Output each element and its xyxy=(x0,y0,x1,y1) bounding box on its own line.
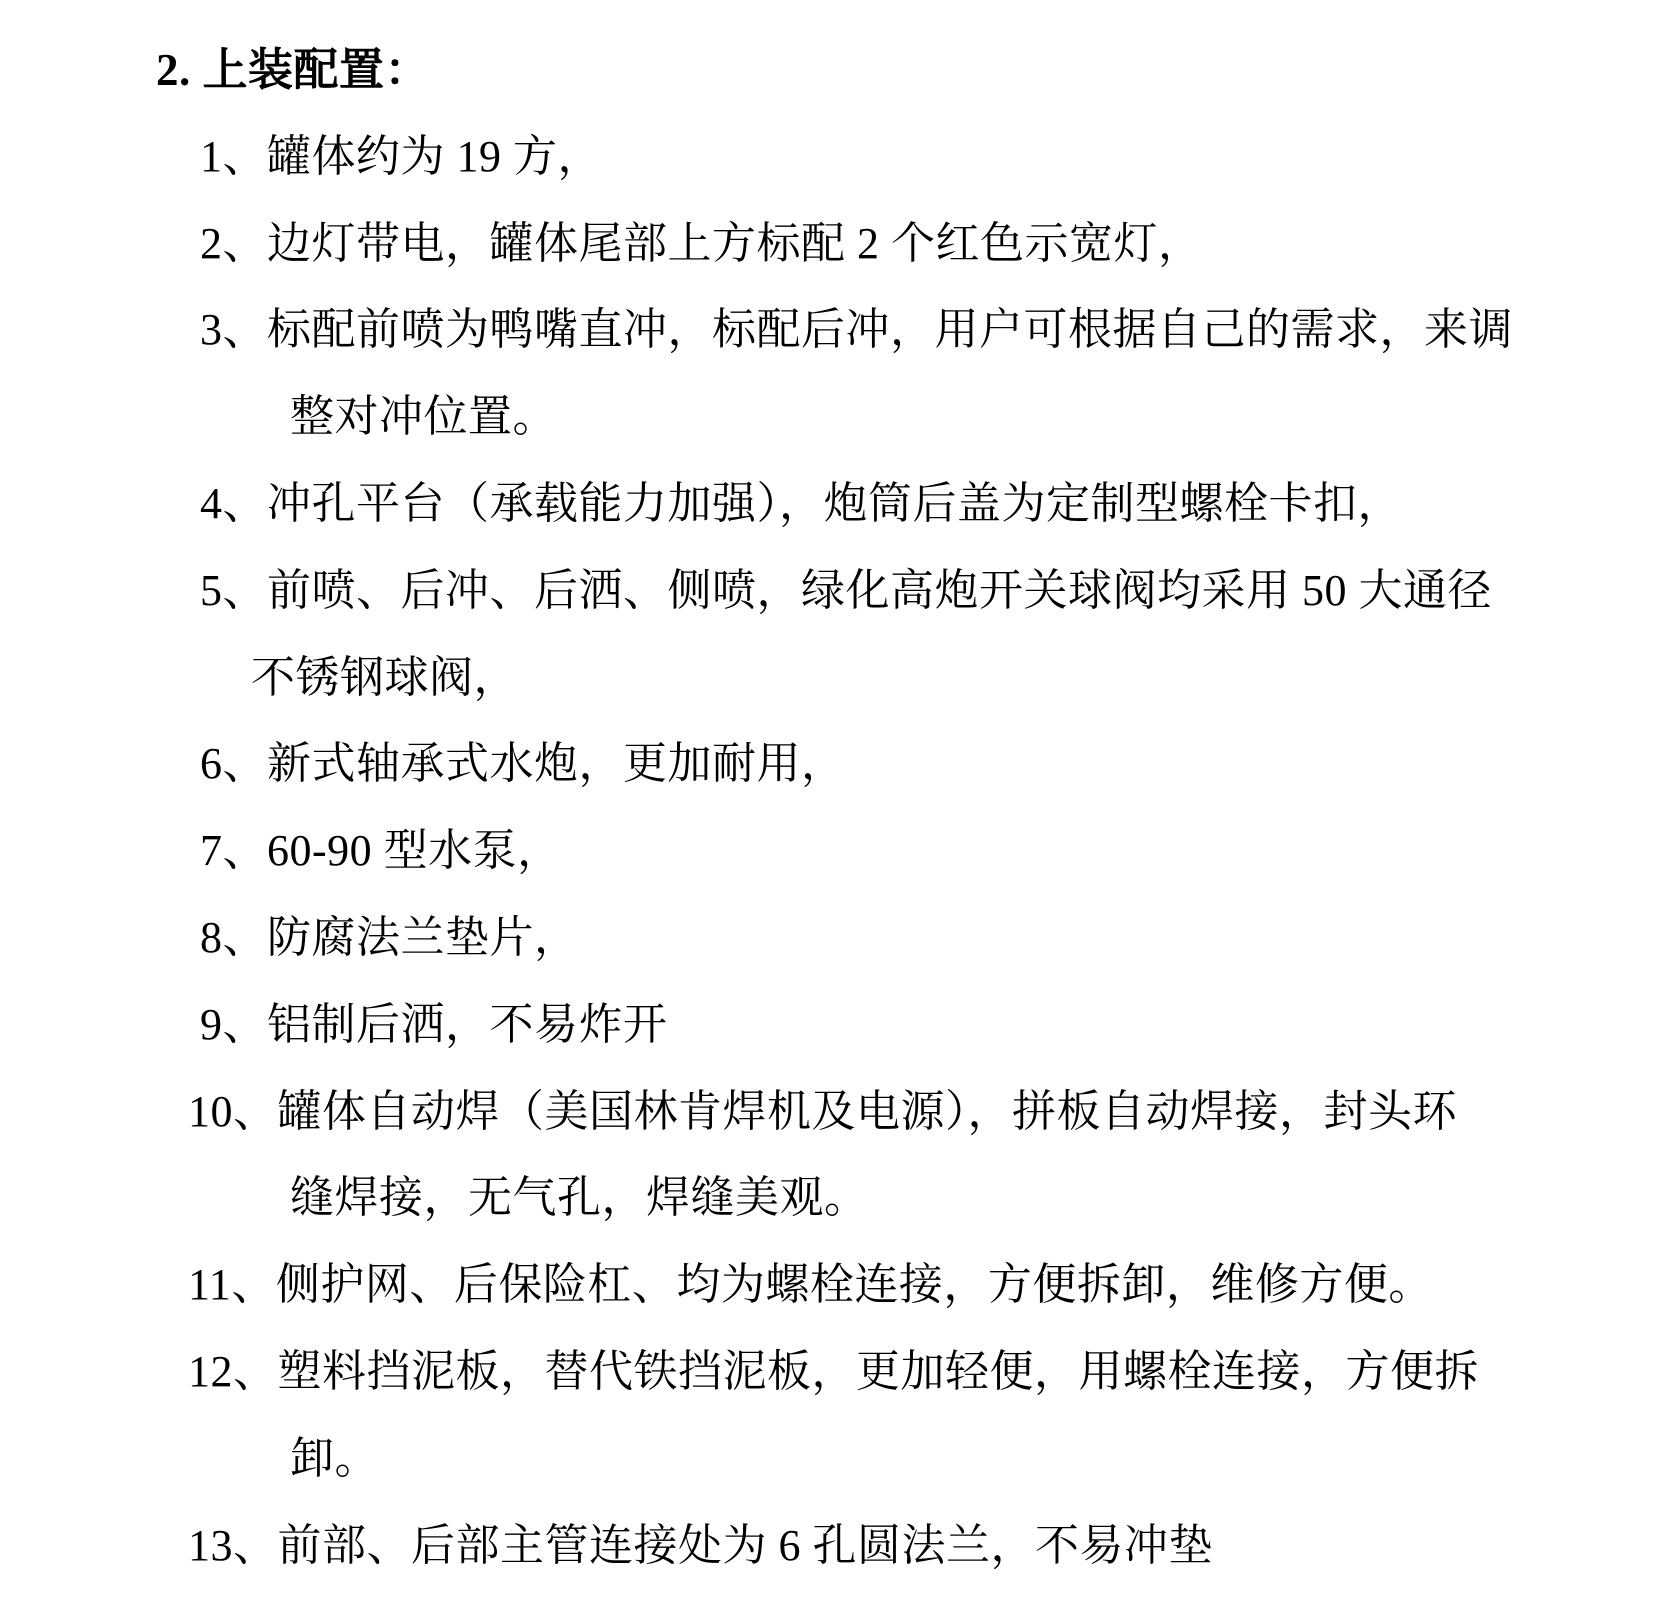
list-item-line: 10、罐体自动焊（美国林肯焊机及电源），拼板自动焊接，封头环 xyxy=(188,1086,1457,1136)
list-item-line: 13、前部、后部主管连接处为 6 孔圆法兰，不易冲垫 xyxy=(188,1520,1213,1570)
list-item-continuation-line: 不锈钢球阀， xyxy=(251,652,518,702)
list-item-line: 7、60-90 型水泵， xyxy=(200,826,562,876)
list-item-continuation-line: 卸。 xyxy=(290,1433,379,1483)
list-item-line: 3、标配前喷为鸭嘴直冲，标配后冲，用户可根据自己的需求，来调 xyxy=(200,305,1513,355)
list-item-continuation-line: 整对冲位置。 xyxy=(290,392,557,442)
list-item-line: 12、塑料挡泥板，替代铁挡泥板，更加轻便，用螺栓连接，方便拆 xyxy=(188,1346,1479,1396)
spec-list xyxy=(0,114,1654,1590)
list-item-line: 9、铝制后洒，不易炸开 xyxy=(200,999,668,1049)
list-item-line: 1、罐体约为 19 方， xyxy=(200,131,602,181)
list-item-line: 8、防腐法兰垫片， xyxy=(200,912,579,962)
list-item-line: 11、侧护网、后保险杠、均为螺栓连接，方便拆卸，维修方便。 xyxy=(188,1260,1433,1310)
list-item-line: 4、冲孔平台（承载能力加强），炮筒后盖为定制型螺栓卡扣， xyxy=(200,478,1402,528)
section-heading: 2. 上装配置： xyxy=(156,45,431,95)
list-item-continuation-line: 缝焊接，无气孔，焊缝美观。 xyxy=(290,1173,869,1223)
list-item-line: 2、边灯带电，罐体尾部上方标配 2 个红色示宽灯， xyxy=(200,218,1203,268)
list-item-line: 6、新式轴承式水炮，更加耐用， xyxy=(200,739,846,789)
list-item-line: 5、前喷、后冲、后洒、侧喷，绿化高炮开关球阀均采用 50 大通径 xyxy=(200,565,1492,615)
